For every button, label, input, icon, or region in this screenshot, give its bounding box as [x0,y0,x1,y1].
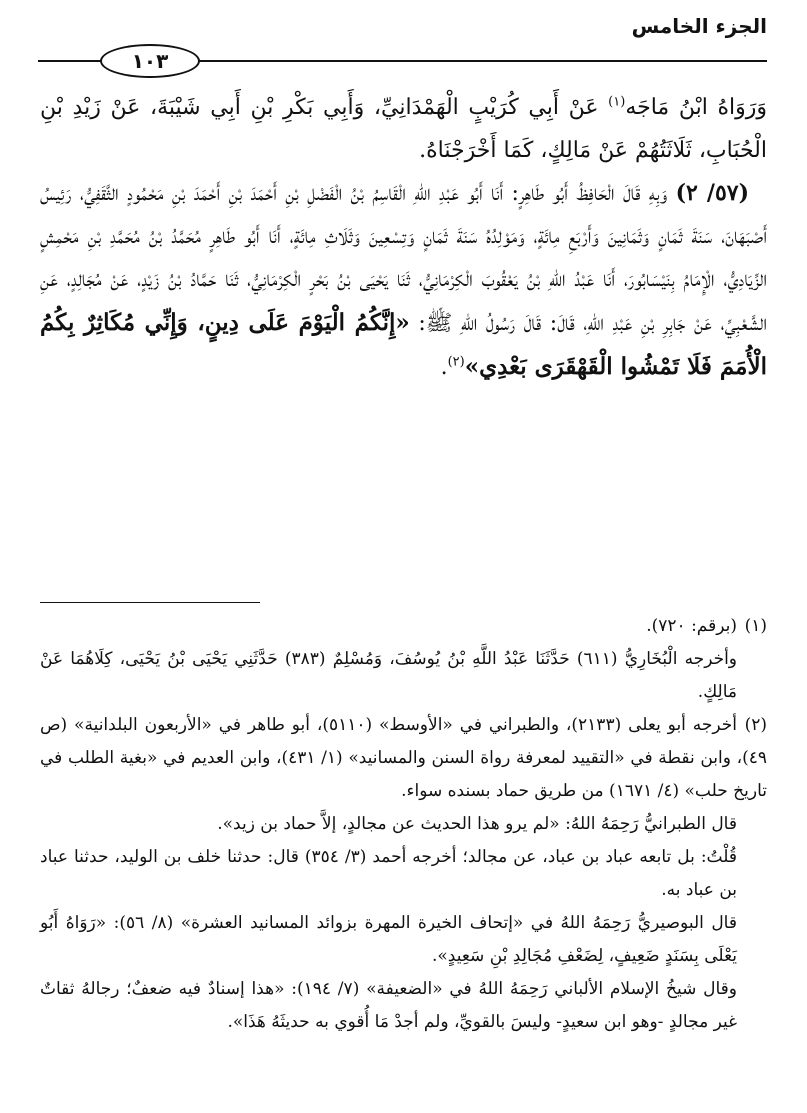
text-run: . [440,355,448,380]
footnote-text: (برقم: ٧٢٠). [646,616,737,636]
text-run: عَنْ أَبِي كُرَيْبٍ الْهَمْدَانِيِّ، وَأَبِي بَكْرِ بْنِ أَبِي شَيْبَةَ، عَنْ زَيْدِ بْنِ الْحُبَابِ، ثَلَاثَتُهُمْ عَنْ مَالِكٍ، كَمَا أَخْرَجْنَاهُ. [40,95,767,163]
footnote-ref-1: (١) [608,94,626,110]
isnad-text: وَبِهِ قَالَ الْحَافِظُ أَبُو طَاهِرٍ: أَنَا أَبُو عَبْدِ اللهِ الْقَاسِمُ بْنُ الْفَضْلِ بْنِ أَحْمَدَ بْنِ أَحْمَدَ بْنِ مَحْمُودٍ الثَّقَفِيُّ، رَئِيسُ أَصْبَهَانَ، سَنَةَ ثَمَانٍ وَثَمَانِينَ وَأَرْبَعِ مِائَةٍ، وَمَوْلِدُهُ سَنَةَ ثَمَانٍ وَتِسْعِينَ وَثَلَاثِ مِائَةٍ، أَنَا أَبُو طَاهِرٍ مُحَمَّدُ بْنُ مُحَمَّدِ بْنِ مَحْمِشٍ الزِّيَادِيُّ، الْإِمَامُ بِنَيْسَابُورَ، أَنَا عَبْدُ اللهِ بْنُ يَعْقُوبَ الْكِرْمَانِيُّ، ثَنَا يَحْيَى بْنُ بَحْرٍ الْكِرْمَانِيُّ، ثَنَا حَمَّادُ بْنُ زَيْدٍ، عَنْ مُجَالِدٍ، عَنِ الشَّعْبِيِّ، عَنْ جَابِرِ بْنِ عَبْدِ اللهِ، قَالَ: قَالَ رَسُولُ اللهِ ﷺ: [40,181,767,336]
footnote-2-para-5: وقال شيخُ الإسلام الألباني رَحِمَهُ اللهُ في «الضعيفة» (٧/ ١٩٤): «هذا إسنادٌ فيه ضعفٌ؛ رجالهُ ثقاتٌ غير مجالدٍ -وهو ابن سعيدٍ- وليسَ بالقويِّ، ولم أجدْ مَا أُقوي به حديثَهُ هَذَا». [40,979,738,1032]
qultu-label: قُلْتُ: [700,847,737,867]
footnote-2-para-2: قال الطبرانيُّ رَحِمَهُ اللهُ: «لم يرو هذا الحديث عن مجالدٍ، إلاَّ حماد بن زيد». [217,814,737,834]
text-run: وَرَوَاهُ ابْنُ مَاجَه [625,95,767,120]
footnotes [40,610,767,1039]
hadith-matn: «إِنَّكُمُ الْيَوْمَ عَلَى دِينٍ، وَإِنِّي مُكَاثِرٌ بِكُمُ الْأُمَمَ فَلَا تَمْشُوا الْقَهْقَرَى بَعْدِي» [40,309,767,380]
main-text [40,86,767,389]
footnote-separator [40,602,260,603]
paragraph-hadith-57-2 [40,172,767,389]
footnote-1-line-1 [40,610,767,643]
footnote-text: بل تابعه عباد بن عباد، عن مجالد؛ أخرجه أحمد (٣/ ٣٥٤) قال: حدثنا خلف بن الوليد، حدثنا عباد بن عباد به. [40,847,737,900]
footnote-2-number: (٢) [744,715,768,735]
running-head-title: الجزء الخامس [631,14,767,38]
footnote-ref-2: (٢) [447,354,465,370]
footnote-2-para-1 [40,709,767,808]
footnote-1-line-2: وأخرجه الْبُخَارِيُّ (٦١١) حَدَّثَنَا عَبْدُ اللَّهِ بْنُ يُوسُفَ، وَمُسْلِمٌ (٣٨٣) حَدَّثَنِي يَحْيَى بْنُ يَحْيَى، كِلَاهُمَا عَنْ مَالِكٍ. [40,649,738,702]
footnote-1-number: (١) [744,616,767,636]
hadith-number: (٥٧/ ٢) [675,180,749,206]
paragraph-ibn-majah [40,86,767,172]
footnote-text: أخرجه أبو يعلى (٢١٣٣)، والطبراني في «الأوسط» (٥١١٠)، أبو طاهر في «الأربعون البلدانية» (ص ٤٩)، وابن نقطة في «التقييد لمعرفة رواة السنن والمسانيد» (١/ ٤٣١)، وابن العديم في «بغية الطلب في تاريخ حلب» (٤/ ١٦٧١) من طريق حماد بسنده سواء. [40,715,767,801]
footnote-2-para-3 [40,841,767,907]
footnote-2-para-4: قال البوصيريُّ رَحِمَهُ اللهُ في «إتحاف الخيرة المهرة بزوائد المسانيد العشرة» (٨/ ٥٦): «رَوَاهُ أَبُو يَعْلَى بِسَنَدٍ ضَعِيفٍ، لِضَعْفِ مُجَالِدِ بْنِ سَعِيدٍ». [40,913,737,966]
page-number: ١٠٣ [100,44,200,78]
